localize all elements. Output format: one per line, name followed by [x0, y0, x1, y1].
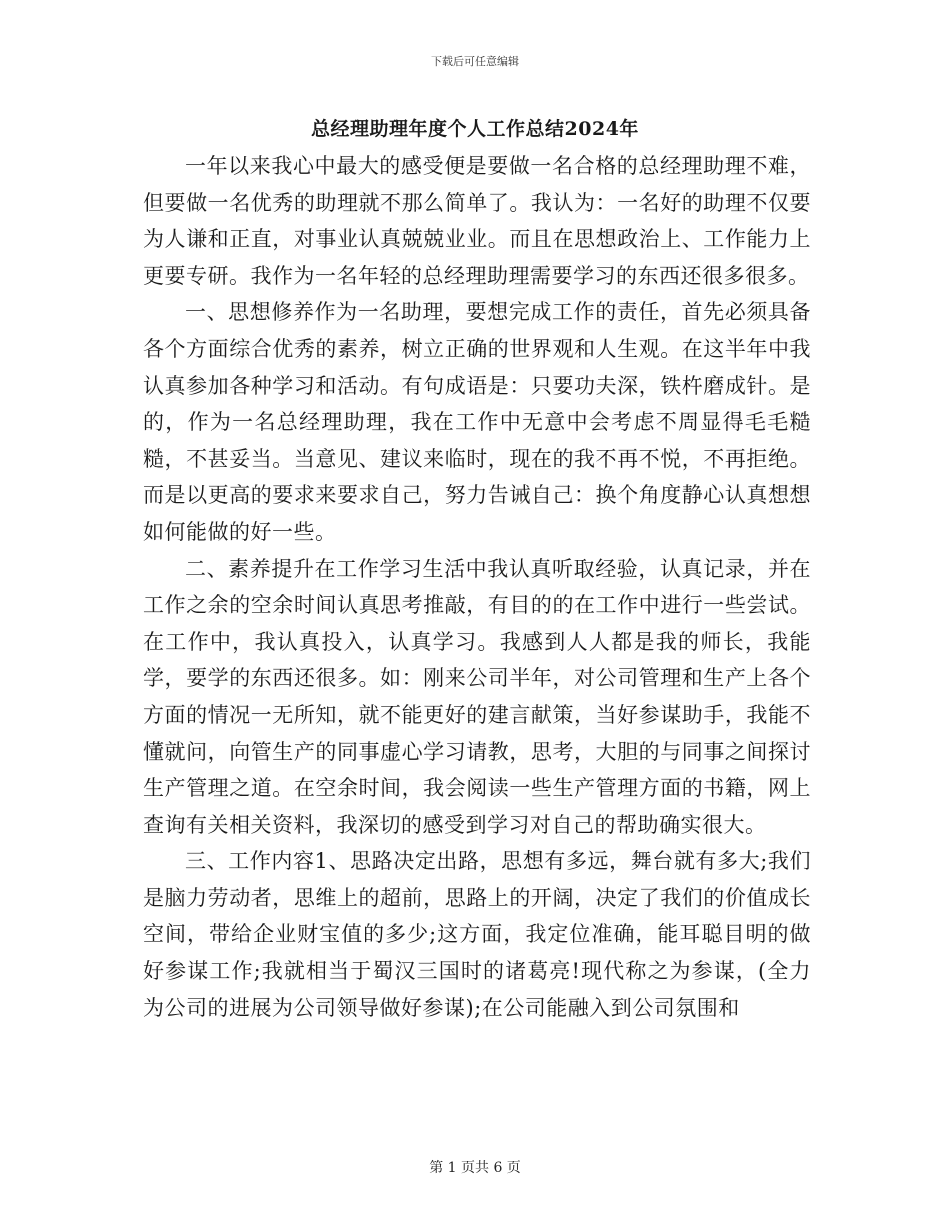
paragraph-section-1: 一、思想修养作为一名助理，要想完成工作的责任，首先必须具备各个方面综合优秀的素养，树立正确的世界观和人生观。在这半年中我认真参加各种学习和活动。有句成语是：只要功夫深，铁杵磨成针。是的，作为一名总经理助理，我在工作中无意中会考虑不周显得毛毛糙糙，不甚妥当。当意见、建议来临时，现在的我不再不悦，不再拒绝。而是以更高的要求来要求自己，努力告诫自己：换个角度静心认真想想如何能做的好一些。 — [143, 300, 811, 544]
header-note: 下载后可任意编辑 — [431, 55, 519, 68]
document-body — [143, 148, 811, 1026]
paragraph-section-3: 三、工作内容1、思路决定出路，思想有多远，舞台就有多大;我们是脑力劳动者，思维上的超前，思路上的开阔，决定了我们的价值成长空间，带给企业财宝值的多少;这方面，我定位准确，能耳聪目明的做好参谋工作;我就相当于蜀汉三国时的诸葛亮!现代称之为参谋，(全力为公司的进展为公司领导做好参谋);在公司能融入到公司氛围和 — [143, 849, 811, 1020]
paragraph-section-2: 二、素养提升在工作学习生活中我认真听取经验，认真记录，并在工作之余的空余时间认真思考推敲，有目的的在工作中进行一些尝试。在工作中，我认真投入，认真学习。我感到人人都是我的师长，我能学，要学的东西还很多。如：刚来公司半年，对公司管理和生产上各个方面的情况一无所知，就不能更好的建言献策，当好参谋助手，我能不懂就问，向管生产的同事虚心学习请教，思考，大胆的与同事之间探讨生产管理之道。在空余时间，我会阅读一些生产管理方面的书籍，网上查询有关相关资料，我深切的感受到学习对自己的帮助确实很大。 — [143, 556, 811, 837]
paragraph-intro: 一年以来我心中最大的感受便是要做一名合格的总经理助理不难，但要做一名优秀的助理就不那么简单了。我认为：一名好的助理不仅要为人谦和正直，对事业认真兢兢业业。而且在思想政治上、工作能力上更要专研。我作为一名年轻的总经理助理需要学习的东西还很多很多。 — [143, 154, 811, 288]
page-number: 第 1 页共 6 页 — [429, 1160, 521, 1176]
document-title: 总经理助理年度个人工作总结2024年 — [311, 118, 639, 140]
